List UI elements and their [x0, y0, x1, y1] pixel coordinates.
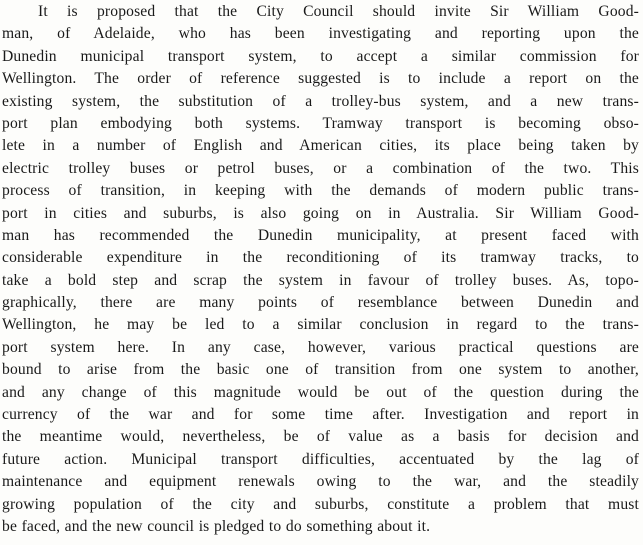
article-line: port plan embodying both systems. Tramway transport is becoming obso-: [2, 114, 639, 132]
article-line: the meantime would, nevertheless, be of value as a basis for decision and: [2, 428, 639, 446]
article-line: be faced, and the new council is pledged to do something about it.: [2, 517, 431, 535]
article-line: man, of Adelaide, who has been investigating and reporting upon the: [2, 25, 639, 43]
article-line: currency of the war and for some time after. Investigation and report in: [2, 406, 639, 424]
article-line: port in cities and suburbs, is also going on in Australia. Sir William Good-: [2, 204, 639, 222]
article-line: port system here. In any case, however, various practical questions are: [2, 338, 639, 356]
article-line: growing population of the city and suburbs, constitute a problem that must: [2, 495, 639, 513]
article-line: and any change of this magnitude would be out of the question during the: [2, 383, 639, 401]
article-line: maintenance and equipment renewals owing to the war, and the steadily: [2, 473, 639, 491]
article-line: take a bold step and scrap the system in favour of trolley buses. As, topo-: [2, 271, 639, 289]
article-line: process of transition, in keeping with the demands of modern public trans-: [2, 182, 639, 200]
article-line: bound to arise from the basic one of transition from one system to another,: [2, 361, 639, 379]
article-line: Dunedin municipal transport system, to accept a similar commission for: [2, 47, 639, 65]
article-line: graphically, there are many points of resemblance between Dunedin and: [2, 294, 639, 312]
article-line: man has recommended the Dunedin municipality, at present faced with: [2, 226, 639, 244]
article-line: future action. Municipal transport difficulties, accentuated by the lag of: [2, 450, 639, 468]
article-line: Wellington. The order of reference suggested is to include a report on the: [2, 70, 639, 88]
article-line: existing system, the substitution of a trolley-bus system, and a new trans-: [2, 92, 639, 110]
article-line: It is proposed that the City Council should invite Sir William Good-: [38, 3, 639, 20]
article-line: considerable expenditure in the reconditioning of its tramway tracks, to: [2, 249, 639, 267]
article-line: Wellington, he may be led to a similar conclusion in regard to the trans-: [2, 316, 639, 334]
article-paragraph: [2, 1, 639, 538]
article-line: lete in a number of English and American cities, its place being taken by: [2, 137, 639, 155]
article-line: electric trolley buses or petrol buses, or a combination of the two. This: [2, 159, 639, 177]
